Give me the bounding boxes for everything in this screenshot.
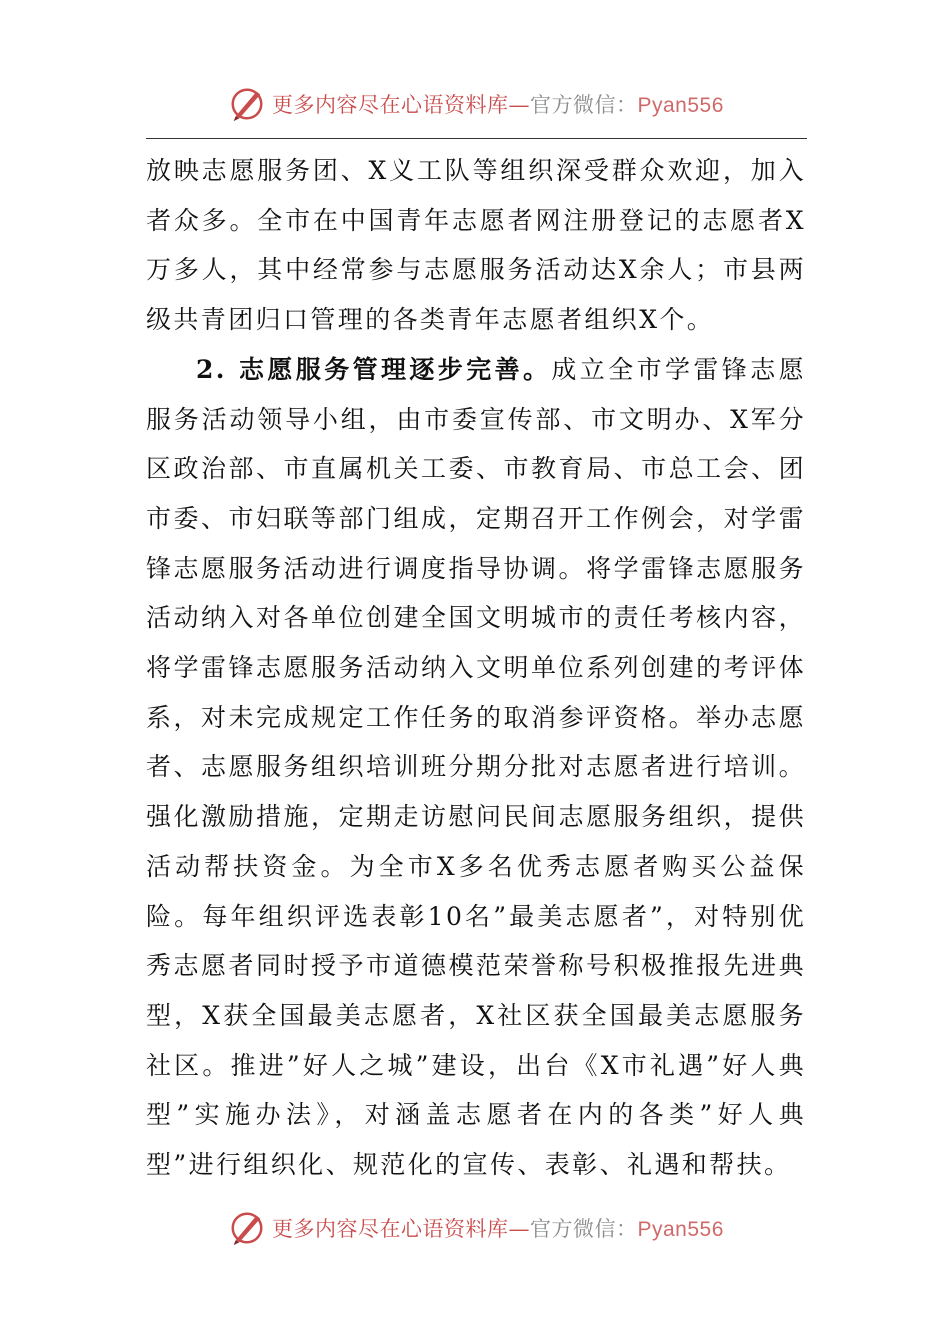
header-banner-sep: — [508,93,530,117]
header-banner [228,84,724,124]
paragraph-2 [146,345,806,1190]
paragraph-2-text: 成立全市学雷锋志愿服务活动领导小组，由市委宣传部、市文明办、X军分区政治部、市直属机关工委、市教育局、市总工会、团市委、市妇联等部门组成，定期召开工作例会，对学雷锋志愿服务活动进行调度指导协调。将学雷锋志愿服务活动纳入对各单位创建全国文明城市的责任考核内容，将学雷锋志愿服务活动纳入文明单位系列创建的考评体系，对未完成规定工作任务的取消参评资格。举办志愿者、志愿服务组织培训班分期分批对志愿者进行培训。强化激励措施，定期走访慰问民间志愿服务组织，提供活动帮扶资金。为全市X多名优秀志愿者购买公益保险。每年组织评选表彰10名”最美志愿者”，对特别优秀志愿者同时授予市道德模范荣誉称号积极推报先进典型，X获全国最美志愿者，X社区获全国最美志愿服务社区。推进”好人之城”建设，出台《X市礼遇”好人典型”实施办法》，对涵盖志愿者在内的各类”好人典型”进行组织化、规范化的宣传、表彰、礼遇和帮扶。 [146,354,807,1180]
footer-banner-wechat: 官方微信： [530,1217,638,1241]
footer-banner-main: 更多内容尽在心语资料库 [272,1217,509,1241]
header-banner-main: 更多内容尽在心语资料库 [272,93,509,117]
pen-logo-icon [228,85,266,123]
footer-banner-id: Pyan556 [637,1218,724,1241]
paragraph-2-heading: 2. 志愿服务管理逐步完善。 [196,354,552,384]
footer-banner-sep: — [508,1217,530,1241]
header-banner-id: Pyan556 [637,94,724,117]
paragraph-1: 放映志愿服务团、X义工队等组织深受群众欢迎，加入者众多。全市在中国青年志愿者网注册登记的志愿者X万多人，其中经常参与志愿服务活动达X余人；市县两级共青团归口管理的各类青年志愿者组织X个。 [146,156,806,335]
footer-banner [228,1208,724,1248]
header-divider [146,138,807,139]
footer-banner-text [272,1213,724,1243]
pen-logo-icon [228,1209,266,1247]
header-banner-wechat: 官方微信： [530,93,638,117]
header-banner-text [272,89,724,119]
document-body [146,146,806,1190]
